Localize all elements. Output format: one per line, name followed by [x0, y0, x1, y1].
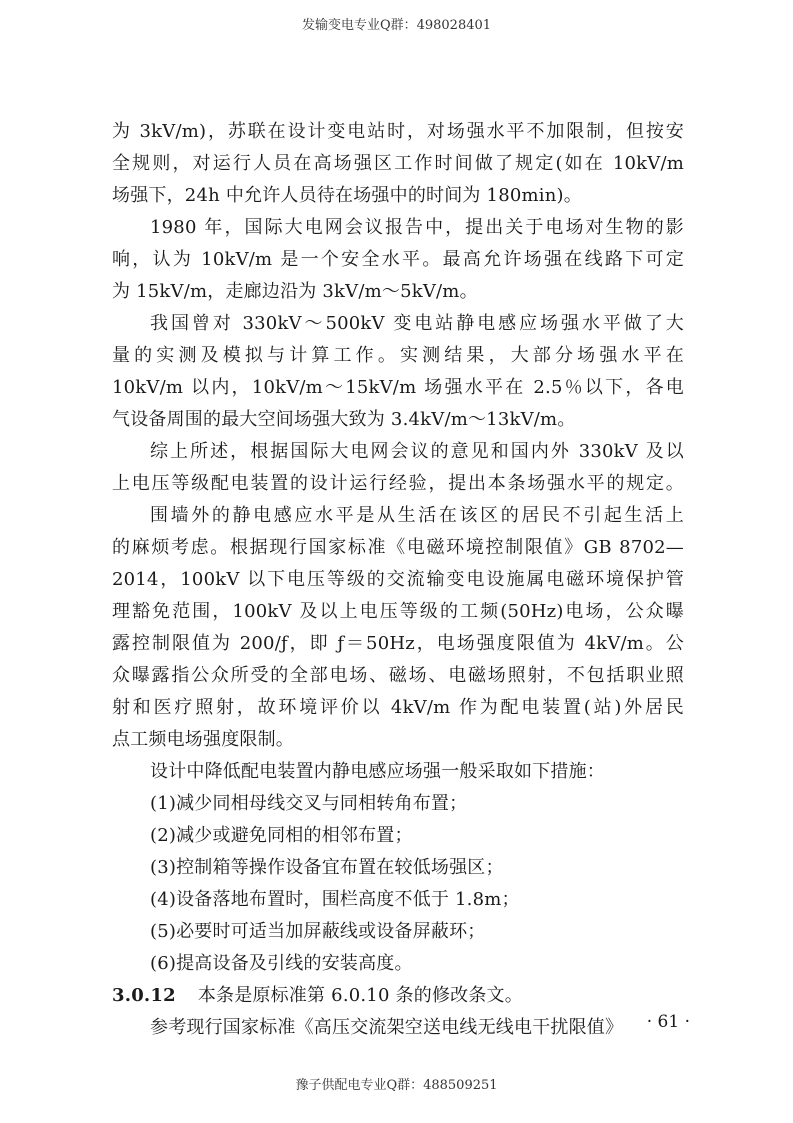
header-watermark: 发输变电专业Q群：498028401 [301, 18, 492, 33]
list-item: (2)减少或避免同相的相邻布置； [150, 825, 413, 846]
body-line: 气设备周围的最大空间场强大致为 3.4kV/m～13kV/m。 [112, 409, 576, 430]
clause-text: 本条是原标准第 6.0.10 条的修改条文。 [197, 985, 523, 1006]
list-item: (1)减少同相母线交叉与同相转角布置； [150, 793, 468, 814]
paragraph-start: 围墙外的静电感应水平是从生活在该区的居民不引起生活上 [150, 505, 684, 526]
paragraph-start: 参考现行国家标准《高压交流架空送电线无线电干扰限值》 [150, 1017, 624, 1038]
body-line: 理豁免范围，100kV 及以上电压等级的工频(50Hz)电场，公众曝 [112, 601, 684, 622]
body-line: 响，认为 10kV/m 是一个安全水平。最高允许场强在线路下可定 [112, 249, 684, 270]
list-item: (6)提高设备及引线的安装高度。 [150, 953, 413, 974]
body-line: 2014，100kV 以下电压等级的交流输变电设施属电磁环境保护管 [112, 569, 684, 590]
page-number: · 61 · [646, 1012, 690, 1032]
body-line: 场强下，24h 中允许人员待在场强中的时间为 180min)。 [112, 185, 582, 206]
clause-heading [112, 980, 684, 1012]
body-line: 露控制限值为 200/ƒ，即 ƒ＝50Hz，电场强度限值为 4kV/m。公 [112, 633, 684, 654]
body-line: 众曝露指公众所受的全部电场、磁场、电磁场照射，不包括职业照 [112, 665, 684, 686]
list-item: (3)控制箱等操作设备宜布置在较低场强区； [150, 857, 504, 878]
body-line: 量的实测及模拟与计算工作。实测结果，大部分场强水平在 [112, 345, 684, 366]
page-body [112, 116, 684, 1044]
body-line: 上电压等级配电装置的设计运行经验，提出本条场强水平的规定。 [112, 473, 684, 494]
list-item: (5)必要时可适当加屏蔽线或设备屏蔽环； [150, 921, 486, 942]
paragraph-start: 综上所述，根据国际大电网会议的意见和国内外 330kV 及以 [150, 441, 684, 462]
clause-number: 3.0.12 [112, 985, 176, 1006]
body-line: 为 3kV/m)，苏联在设计变电站时，对场强水平不加限制，但按安 [112, 121, 684, 142]
body-line: 的麻烦考虑。根据现行国家标准《电磁环境控制限值》GB 8702— [112, 537, 684, 558]
paragraph-start: 设计中降低配电装置内静电感应场强一般采取如下措施： [150, 761, 605, 782]
body-line: 射和医疗照射，故环境评价以 4kV/m 作为配电装置(站)外居民 [112, 697, 684, 718]
body-line: 10kV/m 以内，10kV/m～15kV/m 场强水平在 2.5％以下，各电 [112, 377, 684, 398]
body-line: 点工频电场强度限制。 [112, 729, 294, 750]
body-line: 全规则，对运行人员在高场强区工作时间做了规定(如在 10kV/m [112, 153, 684, 174]
paragraph-start: 1980 年，国际大电网会议报告中，提出关于电场对生物的影 [150, 217, 684, 238]
footer-watermark: 豫子供配电专业Q群：488509251 [295, 1078, 498, 1093]
body-line: 为 15kV/m，走廊边沿为 3kV/m～5kV/m。 [112, 281, 478, 302]
paragraph-start: 我国曾对 330kV～500kV 变电站静电感应场强水平做了大 [150, 313, 684, 334]
list-item: (4)设备落地布置时，围栏高度不低于 1.8m； [150, 889, 520, 910]
